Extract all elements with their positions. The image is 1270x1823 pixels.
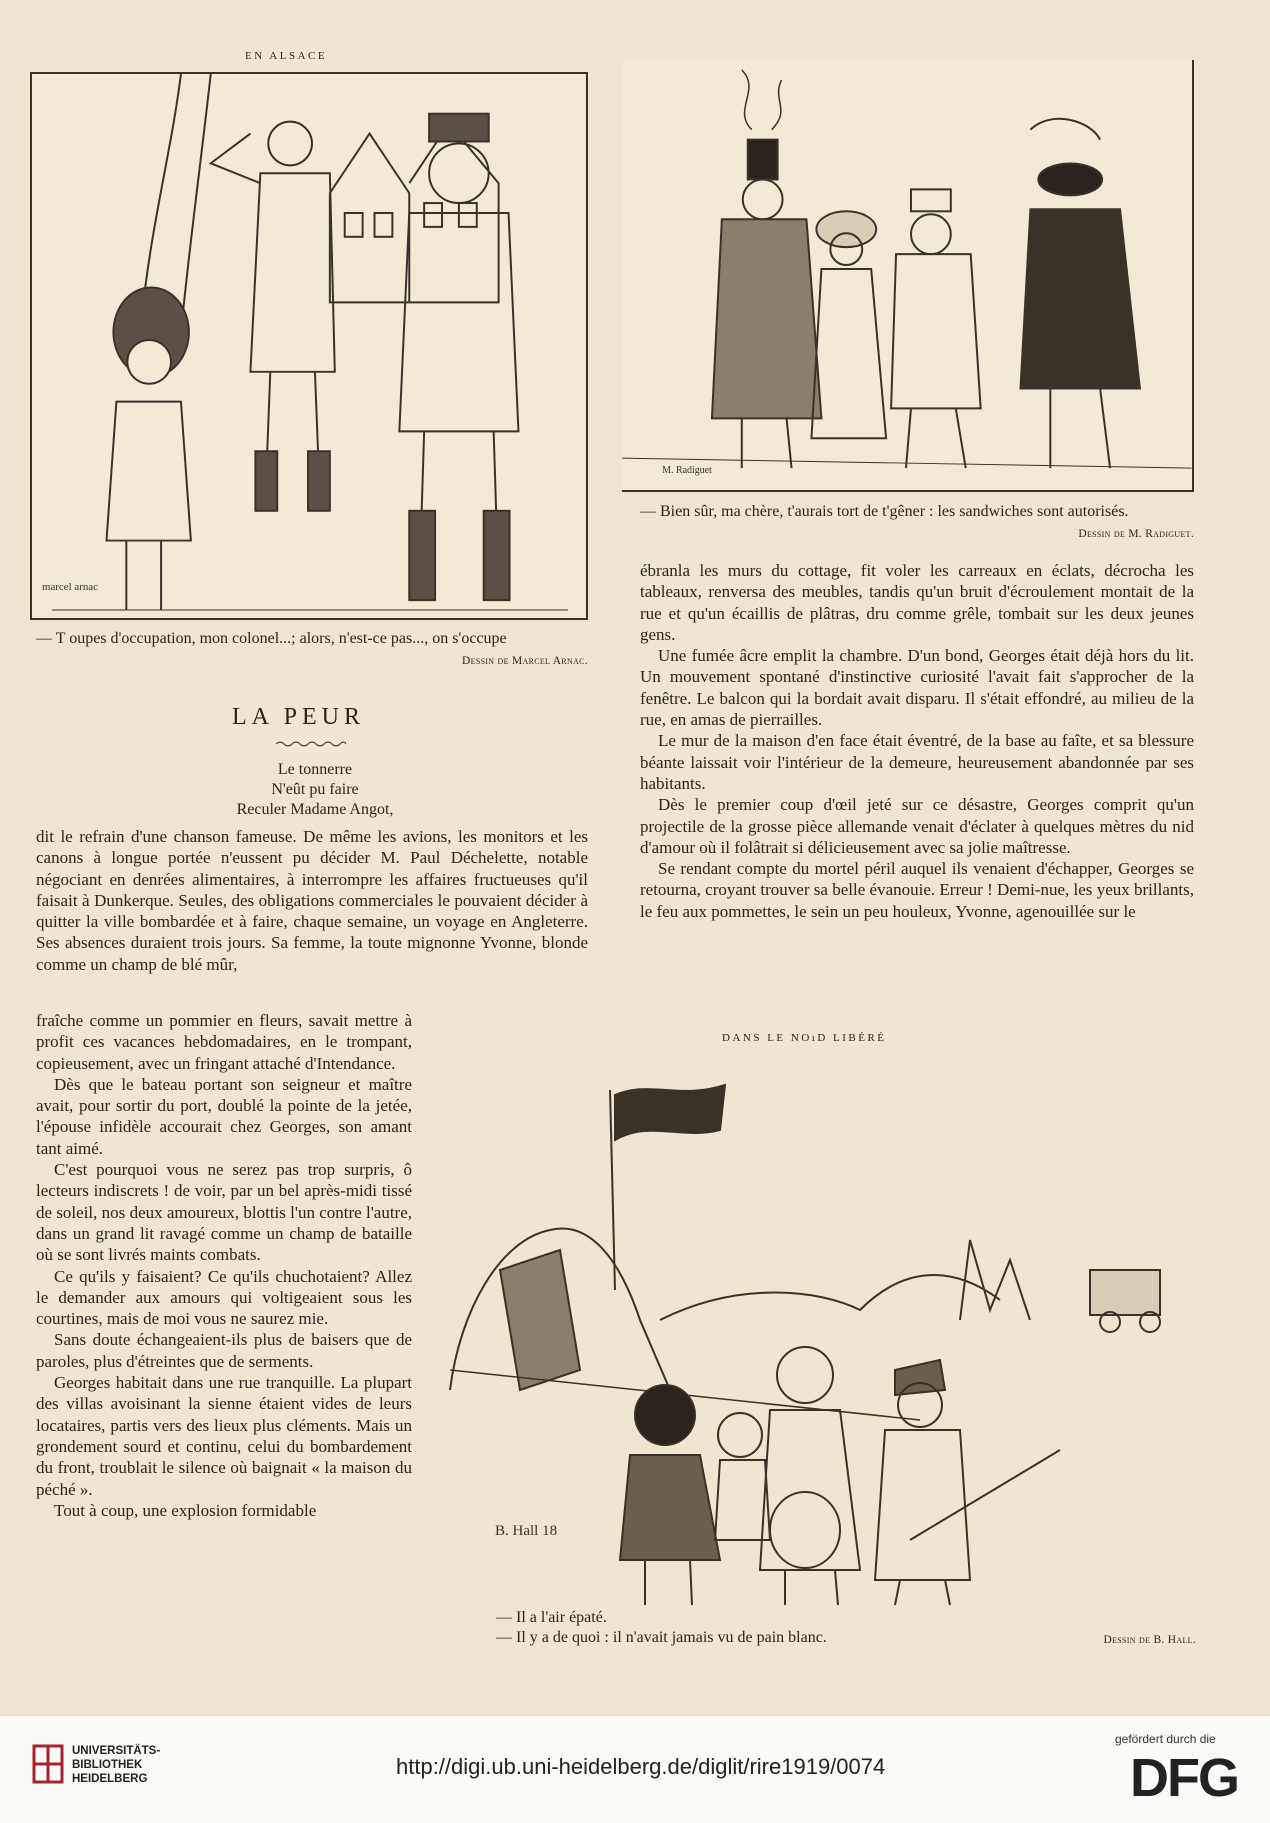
credit-arnac: Dessin de Marcel Arnac.	[462, 655, 588, 667]
caption-hall	[496, 1608, 1196, 1648]
officer-coat	[250, 173, 334, 372]
paragraph-right-1: ébranla les murs du cottage, fit voler les carreaux en éclats, décrocha les tableaux, renversa des meubles, tandis qu'un bruit d'écroulement montait de la rue et qu'un écaillis de plâtras, dru comme grêle, tombait sur les deux jeunes gens.	[640, 561, 1194, 644]
paragraph-left-6: Georges habitait dans une rue tranquille. La plupart des villas avoisinant la sienne étaient vides de leurs locataires, partis vers des lieux plus cléments. Mais un grondement sourd et continu, celui du bombardement du front, troublait le silence où baignait « la maison du péché ».	[36, 1373, 412, 1499]
funded-by-text: gefördert durch die	[1115, 1732, 1216, 1746]
distant-ruins	[960, 1240, 1030, 1320]
child-dark-hair	[635, 1385, 695, 1445]
verse-line-3: Reculer Madame Angot,	[236, 801, 394, 818]
library-line-2: BIBLIOTHEK	[72, 1759, 143, 1771]
soldier-child-coat	[875, 1430, 970, 1580]
signature-hall: B. Hall 18	[495, 1523, 558, 1539]
alsace-drawing	[32, 74, 586, 618]
library-seal-icon	[30, 1744, 66, 1784]
article-right	[640, 560, 1194, 922]
page-url-link[interactable]: http://digi.ub.uni-heidelberg.de/diglit/rire1919/0074	[396, 1754, 886, 1779]
footer-bar	[0, 1715, 1270, 1823]
credit-hall: Dessin de B. Hall.	[1103, 1634, 1196, 1646]
radiguet-drawing	[622, 60, 1192, 490]
library-name	[72, 1744, 160, 1786]
bowler-hat	[911, 189, 951, 211]
paragraph-intro: dit le refrain d'une chanson fameuse. De même les avions, les monitors et les canons à longue portée n'eussent pu décider M. Paul Déchelette, notable négociant en denrées alimentaires, à interrompre les affaires fructueuses qu'il faisait à Dunkerque. Seules, des obligations commerciales le pouvaient décider à quitter la ville bombardée et à faire, chaque semaine, un voyage en Angleterre. Ses absences duraient trois jours. Sa femme, la toute mignonne Yvonne, blonde comme un champ de blé mûr,	[36, 827, 588, 974]
paragraph-left-5: Sans doute échangeaient-ils plus de baisers que de paroles, plus d'étreintes que de serments.	[36, 1330, 412, 1371]
caption-hall-line-2: — Il y a de quoi : il n'avait jamais vu de pain blanc.	[496, 1629, 827, 1646]
child-checked-coat	[620, 1455, 720, 1560]
section-heading-nord: DANS LE NOıD LIBÉRÉ	[722, 1032, 887, 1044]
smoke-swirl	[742, 70, 782, 130]
title-ornament	[276, 740, 346, 748]
verse-block	[150, 760, 480, 820]
fur-coat	[1020, 209, 1139, 388]
lady-hat	[816, 211, 876, 247]
top-hat	[748, 140, 778, 180]
house-outline	[330, 134, 409, 303]
paragraph-left-2: Dès que le bateau portant son seigneur et maître avait, pour sortir du port, doublé la pointe de la jetée, l'épouse infidèle accourait chez Georges, son amant tant aimé.	[36, 1074, 412, 1158]
soldier-child-helmet	[895, 1360, 945, 1395]
article-title: LA PEUR	[232, 704, 366, 730]
signature-radiguet: M. Radiguet	[662, 465, 712, 477]
caption-radiguet	[640, 502, 1194, 544]
paragraph-left-7: Tout à coup, une explosion formidable	[54, 1500, 317, 1520]
caption-alsace	[36, 629, 588, 671]
paragraph-right-2: Une fumée âcre emplit la chambre. D'un bond, Georges était déjà hors du lit. Un mouvement spontané d'instinctive curiosité l'avait fait s'approcher de la fenêtre. Le balcon qui la bordait avait disparu. Il s'était effondré, au milieu de la rue, en amas de pierrailles.	[640, 646, 1194, 730]
small-child	[718, 1413, 762, 1457]
library-line-3: HEIDELBERG	[72, 1773, 148, 1785]
cloud-line	[660, 1275, 1000, 1320]
hall-drawing	[440, 1060, 1194, 1610]
flag	[615, 1085, 725, 1140]
paragraph-left-4: Ce qu'ils y faisaient? Ce qu'ils chuchotaient? Allez le demander aux amours qui voltigeaient sous les courtines, mais de moi vous ne saurez mie.	[36, 1266, 412, 1329]
verse-line-2: N'eût pu faire	[271, 781, 359, 798]
toy-rifle	[910, 1450, 1060, 1540]
paragraph-right-3: Le mur de la maison d'en face était éventré, de la base au faîte, et sa blessure béante laissait voir l'intérieur de la demeure, heureusement abandonnée par ses habitants.	[640, 731, 1194, 793]
signature-arnac: marcel arnac	[41, 581, 98, 594]
man-coat-1	[712, 219, 821, 418]
officer-head	[268, 122, 312, 166]
paragraph-left-1: fraîche comme un pommier en fleurs, savait mettre à profit ces vacances hebdomadaires, en le trompant, copieusement, avec un fringant attaché d'Intendance.	[36, 1011, 412, 1073]
library-line-1: UNIVERSITÄTS-	[72, 1745, 161, 1757]
lady-dress	[811, 269, 886, 438]
colonel-kepi	[429, 114, 489, 142]
tree-trunk	[141, 74, 181, 322]
caption-hall-line-1: — Il a l'air épaté.	[496, 1609, 607, 1626]
illustration-alsace	[30, 72, 588, 620]
verse-line-1: Le tonnerre	[277, 761, 353, 778]
paragraph-right-5: Se rendant compte du mortel péril auquel ils venaient d'échapper, Georges se retourna, croyant trouver sa belle évanouie. Erreur ! Demi-nue, les yeux brillants, le feu aux pommettes, le sein un peu houleux, Yvonne, agenouillée sur le	[640, 859, 1194, 921]
caption-hall-row-2	[496, 1628, 1196, 1648]
feather-hat	[1030, 119, 1100, 140]
article-left-wide	[36, 826, 588, 975]
colonel-coat	[399, 213, 518, 431]
dfg-logo-icon: DFG	[1130, 1748, 1238, 1808]
caption-radiguet-text: — Bien sûr, ma chère, t'aurais tort de t'gêner : les sandwiches sont autorisés.	[640, 503, 1129, 520]
section-heading-alsace: EN ALSACE	[245, 50, 328, 62]
man-coat-2	[891, 254, 981, 408]
illustration-hall	[440, 1060, 1194, 1610]
girl-dress	[106, 402, 190, 541]
cart	[1090, 1270, 1160, 1315]
illustration-radiguet	[622, 60, 1194, 492]
caption-alsace-text: — T oupes d'occupation, mon colonel...; alors, n'est-ce pas..., on s'occupe	[36, 630, 507, 647]
child-cap	[777, 1347, 833, 1403]
credit-radiguet: Dessin de M. Radiguet.	[1078, 528, 1194, 540]
hoop	[770, 1492, 840, 1568]
paragraph-left-3: C'est pourquoi vous ne serez pas trop surpris, ô lecteurs indiscrets ! de voir, par un bel après-midi tissé de soleil, nos deux amoureux, blottis l'un contre l'autre, dans un grand lit ravagé comme un champ de bataille où se sont livrés maints combats.	[36, 1160, 412, 1265]
article-left-narrow	[36, 1010, 412, 1521]
paragraph-right-4: Dès le premier coup d'œil jeté sur ce désastre, Georges comprit qu'un projectile de la grosse pièce allemande venait d'éclater à quelques mètres du nid d'amour où il folâtrait si délicieusement avec sa jolie maîtresse.	[640, 795, 1194, 857]
child-coat	[760, 1410, 860, 1570]
